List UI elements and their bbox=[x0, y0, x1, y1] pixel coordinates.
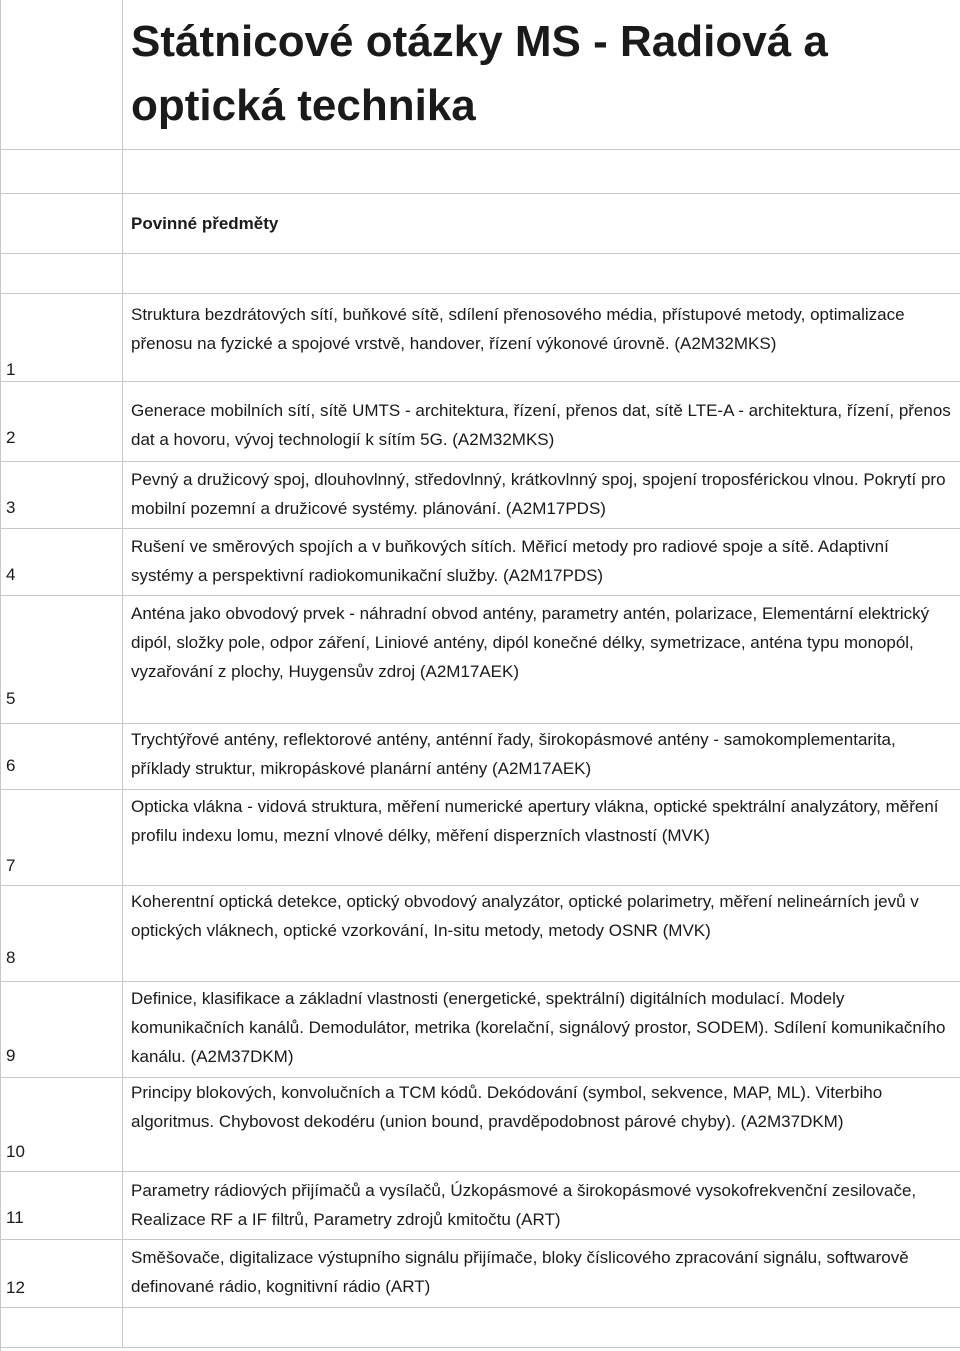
question-text-cell bbox=[123, 596, 960, 724]
question-text-cell bbox=[123, 462, 960, 529]
question-text-cell bbox=[123, 724, 960, 790]
question-text-cell bbox=[123, 294, 960, 382]
title-cell bbox=[123, 0, 960, 150]
question-text-cell bbox=[123, 1078, 960, 1172]
question-text: Rušení ve směrových spojích a v buňkových sítích. Měřicí metody pro radiové spoje a sítě. Adaptivní systémy a perspektivní radiokomunikační služby. (A2M17PDS) bbox=[131, 537, 889, 585]
question-text: Opticka vlákna - vidová struktura, měření numerické apertury vlákna, optické spektrální analyzátory, měření profilu indexu lomu, mezní vlnové délky, měření disperzních vlastností (MVK) bbox=[131, 797, 939, 845]
question-number: 9 bbox=[6, 1046, 16, 1065]
question-text: Anténa jako obvodový prvek - náhradní obvod antény, parametry antén, polarizace, Elementární elektrický dipól, složky pole, odpor záření, Liniové antény, dipól konečné délky, symetrizace, anténa typu monopól, vyzařování z plochy, Huygensův zdroj (A2M17AEK) bbox=[131, 604, 930, 681]
empty-text-cell bbox=[123, 150, 960, 194]
question-text-cell bbox=[123, 1172, 960, 1240]
question-text: Generace mobilních sítí, sítě UMTS - architektura, řízení, přenos dat, sítě LTE-A - architektura, řízení, přenos dat a hovoru, vývoj technologií k sítím 5G. (A2M32MKS) bbox=[131, 401, 951, 449]
question-number-cell bbox=[0, 1240, 123, 1308]
question-text-cell bbox=[123, 1240, 960, 1308]
question-row bbox=[0, 596, 960, 724]
question-text-cell bbox=[123, 382, 960, 462]
question-row bbox=[0, 1078, 960, 1172]
question-number: 3 bbox=[6, 498, 16, 517]
question-number: 7 bbox=[6, 856, 16, 875]
question-number-cell bbox=[0, 596, 123, 724]
question-row bbox=[0, 1172, 960, 1240]
question-text: Pevný a družicový spoj, dlouhovlnný, středovlnný, krátkovlnný spoj, spojení troposférickou vlnou. Pokrytí pro mobilní pozemní a družicové systémy. plánování. (A2M17PDS) bbox=[131, 470, 946, 518]
document-title: Státnicové otázky MS - Radiová a optická technika bbox=[131, 17, 828, 130]
question-row bbox=[0, 294, 960, 382]
question-text: Struktura bezdrátových sítí, buňkové sítě, sdílení přenosového média, přístupové metody, optimalizace přenosu na fyzické a spojové vrstvě, handover, řízení výkonové úrovně. (A2M32MKS) bbox=[131, 305, 905, 353]
question-number-cell bbox=[0, 294, 123, 382]
section-heading: Povinné předměty bbox=[131, 214, 279, 233]
question-number: 2 bbox=[6, 428, 16, 447]
question-number: 12 bbox=[6, 1278, 25, 1297]
question-text-cell bbox=[123, 982, 960, 1078]
question-number-cell bbox=[0, 462, 123, 529]
question-text: Definice, klasifikace a základní vlastnosti (energetické, spektrální) digitálních modulací. Modely komunikačních kanálů. Demodulátor, metrika (korelační, signálový prostor, SODEM). Sdílení komunikačního kanálu. (A2M37DKM) bbox=[131, 989, 946, 1066]
section-cell bbox=[123, 194, 960, 254]
empty-text-cell bbox=[123, 254, 960, 294]
question-row bbox=[0, 790, 960, 886]
question-number: 4 bbox=[6, 565, 16, 584]
empty-number-cell bbox=[0, 254, 123, 294]
question-text: Koherentní optická detekce, optický obvodový analyzátor, optické polarimetry, měření nelineárních jevů v optických vláknech, optické vzorkování, In-situ metody, metody OSNR (MVK) bbox=[131, 892, 919, 940]
blank-row bbox=[0, 254, 960, 294]
question-number: 1 bbox=[6, 360, 16, 379]
blank-row bbox=[0, 150, 960, 194]
question-text: Směšovače, digitalizace výstupního signálu přijímače, bloky číslicového zpracování signálu, softwarově definované rádio, kognitivní rádio (ART) bbox=[131, 1248, 909, 1296]
question-row bbox=[0, 529, 960, 596]
question-number-cell bbox=[0, 982, 123, 1078]
empty-number-cell bbox=[0, 1308, 123, 1348]
question-number: 6 bbox=[6, 756, 16, 775]
section-row bbox=[0, 194, 960, 254]
question-number: 8 bbox=[6, 948, 16, 967]
empty-number-cell bbox=[0, 194, 123, 254]
question-number-cell bbox=[0, 790, 123, 886]
question-number: 5 bbox=[6, 689, 16, 708]
question-row bbox=[0, 724, 960, 790]
question-text: Parametry rádiových přijímačů a vysílačů, Úzkopásmové a širokopásmové vysokofrekvenční zesilovače, Realizace RF a IF filtrů, Parametry zdrojů kmitočtu (ART) bbox=[131, 1181, 917, 1229]
question-number-cell bbox=[0, 382, 123, 462]
question-number: 11 bbox=[6, 1208, 24, 1227]
question-number-cell bbox=[0, 529, 123, 596]
empty-text-cell bbox=[123, 1308, 960, 1348]
question-number-cell bbox=[0, 1172, 123, 1240]
question-text-cell bbox=[123, 529, 960, 596]
question-text: Trychtýřové antény, reflektorové antény, anténní řady, širokopásmové antény - samokomplementarita, příklady struktur, mikropáskové planární antény (A2M17AEK) bbox=[131, 730, 896, 778]
blank-row bbox=[0, 1308, 960, 1348]
question-text-cell bbox=[123, 886, 960, 982]
question-row bbox=[0, 462, 960, 529]
question-number: 10 bbox=[6, 1142, 25, 1161]
question-number-cell bbox=[0, 1078, 123, 1172]
question-row bbox=[0, 886, 960, 982]
question-row bbox=[0, 1240, 960, 1308]
empty-number-cell bbox=[0, 0, 123, 150]
question-row bbox=[0, 382, 960, 462]
question-text-cell bbox=[123, 790, 960, 886]
title-row bbox=[0, 0, 960, 150]
question-number-cell bbox=[0, 886, 123, 982]
empty-number-cell bbox=[0, 150, 123, 194]
question-number-cell bbox=[0, 724, 123, 790]
question-row bbox=[0, 982, 960, 1078]
question-text: Principy blokových, konvolučních a TCM kódů. Dekódování (symbol, sekvence, MAP, ML). Viterbiho algoritmus. Chybovost dekodéru (union bound, pravděpodobnost párové chyby). (A2M37DKM) bbox=[131, 1083, 883, 1131]
